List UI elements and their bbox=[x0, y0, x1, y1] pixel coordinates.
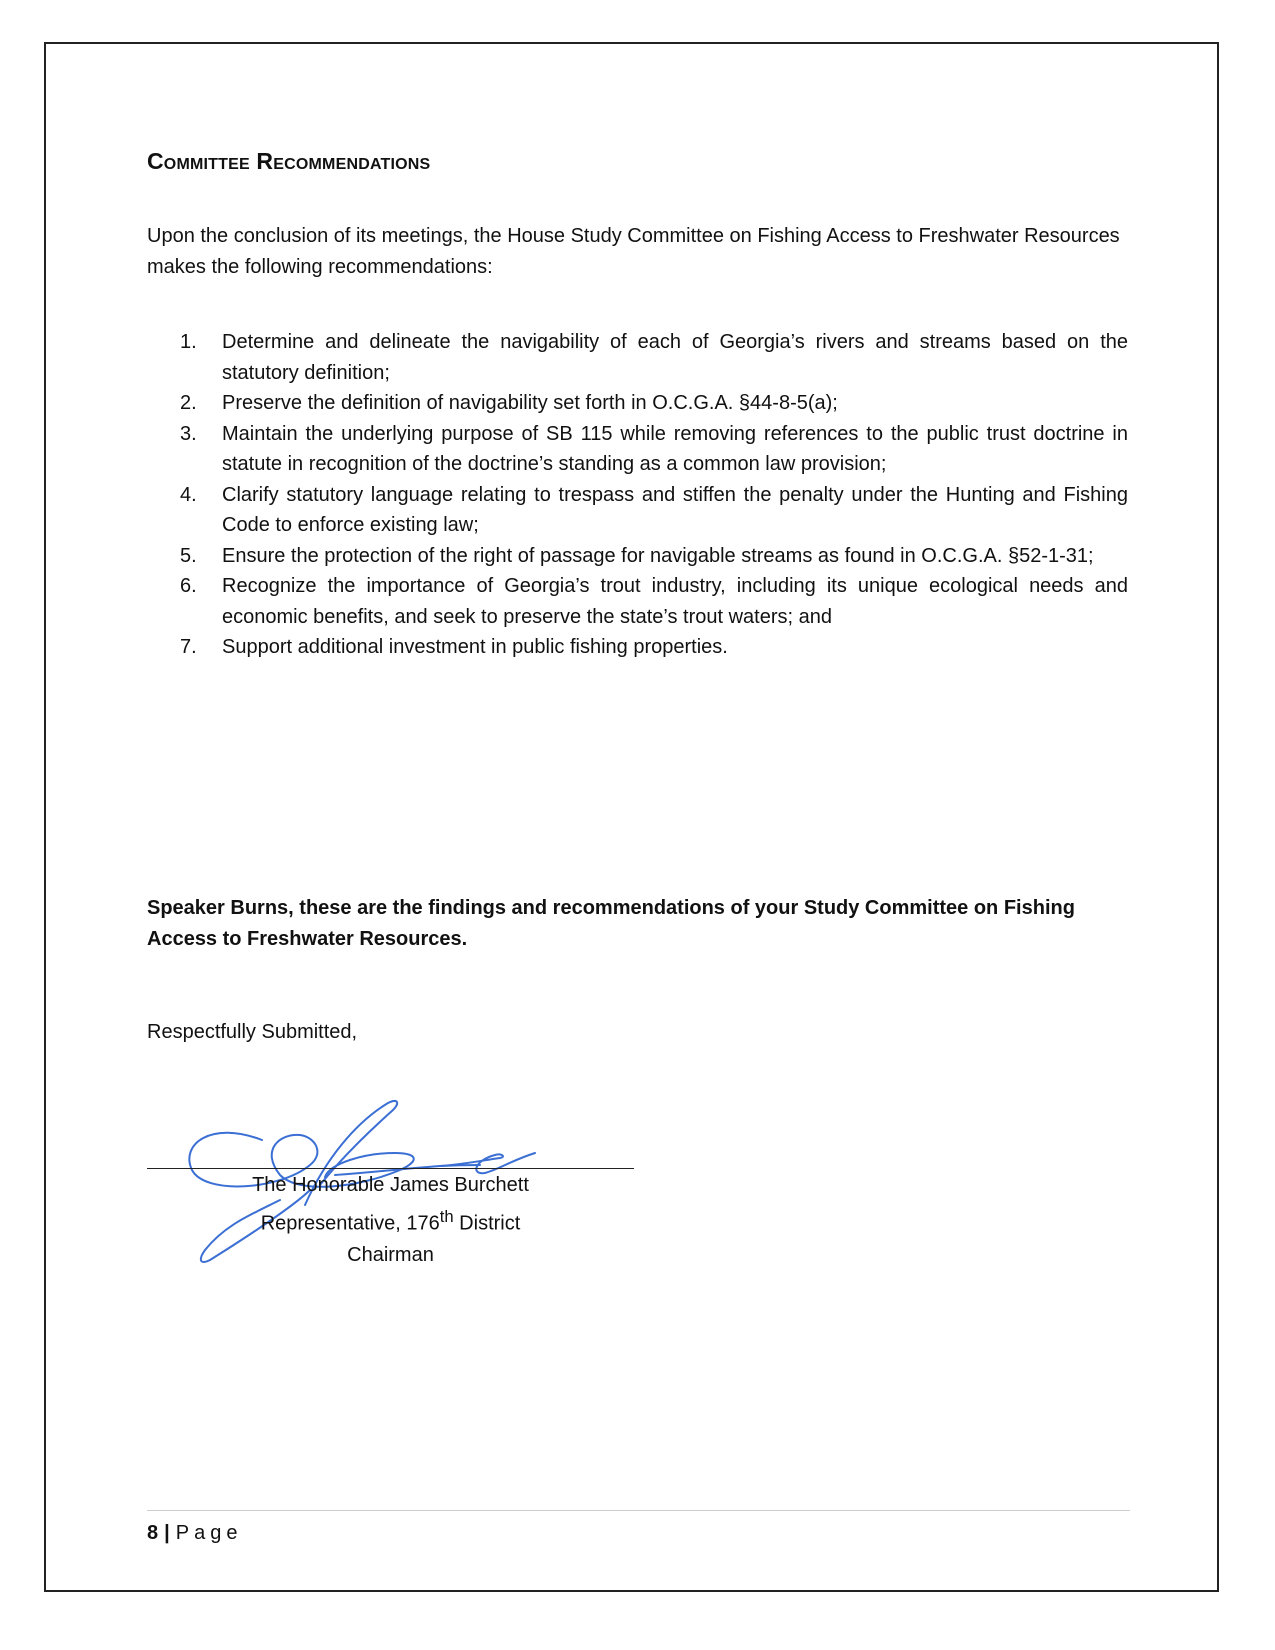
list-item-text: Preserve the definition of navigability set forth in O.C.G.A. §44-8-5(a); bbox=[222, 392, 838, 414]
closing-statement: Speaker Burns, these are the findings and recommendations of your Study Committee on Fishing Access to Freshwater Resources. bbox=[147, 897, 1075, 950]
list-item bbox=[180, 541, 1128, 572]
list-item bbox=[180, 480, 1128, 541]
list-item-text: Maintain the underlying purpose of SB 115 while removing references to the public trust doctrine in statute in recognition of the doctrine’s standing as a common law provision; bbox=[222, 422, 1128, 475]
list-item-text: Clarify statutory language relating to trespass and stiffen the penalty under the Hunting and Fishing Code to enforce existing law; bbox=[222, 483, 1128, 536]
list-item-number: 7. bbox=[180, 636, 197, 658]
signatory-title bbox=[147, 1201, 634, 1240]
page-number: 8 bbox=[147, 1522, 159, 1544]
signatory-role: Chairman bbox=[347, 1243, 434, 1266]
submitted-line: Respectfully Submitted, bbox=[147, 1021, 358, 1043]
intro-paragraph: Upon the conclusion of its meetings, the House Study Committee on Fishing Access to Freshwater Resources makes the following recommendations: bbox=[147, 225, 1120, 278]
list-item-text: Determine and delineate the navigability of each of Georgia’s rivers and streams based on the statutory definition; bbox=[222, 331, 1128, 384]
signature-line bbox=[147, 1168, 634, 1169]
footer-divider bbox=[147, 1510, 1130, 1511]
footer-separator: | bbox=[164, 1522, 170, 1544]
list-item-number: 1. bbox=[180, 331, 197, 353]
list-item bbox=[180, 327, 1128, 388]
list-item-text: Ensure the protection of the right of passage for navigable streams as found in O.C.G.A. §52-1-31; bbox=[222, 544, 1094, 567]
list-item bbox=[180, 632, 1128, 663]
list-item-number: 6. bbox=[180, 575, 197, 597]
section-header bbox=[147, 148, 1127, 176]
list-item-number: 3. bbox=[180, 422, 197, 445]
list-item bbox=[180, 388, 1128, 419]
list-item-number: 4. bbox=[180, 483, 197, 506]
list-item-text: Support additional investment in public fishing properties. bbox=[222, 636, 728, 658]
signatory-title-suffix: District bbox=[453, 1212, 521, 1235]
recommendations-list bbox=[180, 327, 1128, 663]
page-footer bbox=[147, 1518, 242, 1548]
signatory-title-sup: th bbox=[439, 1207, 454, 1226]
list-item bbox=[180, 419, 1128, 480]
signatory-block bbox=[147, 1170, 634, 1271]
list-item-number: 5. bbox=[180, 544, 197, 567]
list-item-number: 2. bbox=[180, 392, 197, 414]
signatory-name: The Honorable James Burchett bbox=[252, 1174, 529, 1196]
signatory-title-prefix: Representative, 176 bbox=[260, 1212, 440, 1235]
list-item-text: Recognize the importance of Georgia’s trout industry, including its unique ecological needs and economic benefits, and seek to preserve the state’s trout waters; and bbox=[222, 575, 1128, 628]
page-label: Page bbox=[175, 1522, 243, 1544]
list-item bbox=[180, 571, 1128, 632]
section-heading: Committee Recommendations bbox=[147, 148, 431, 174]
